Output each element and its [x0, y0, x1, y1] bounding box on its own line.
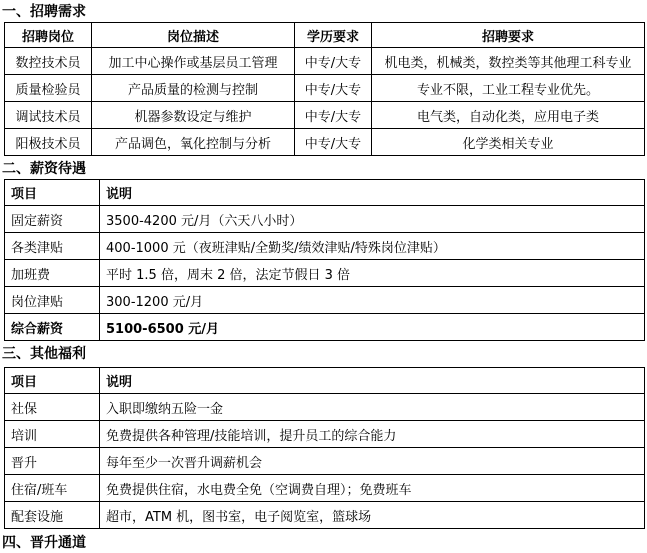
table-cell: 300-1200 元/月 — [100, 287, 645, 314]
header-cell: 学历要求 — [295, 23, 372, 48]
table-cell: 中专/大专 — [295, 75, 372, 102]
table-cell: 400-1000 元（夜班津贴/全勤奖/绩效津贴/特殊岗位津贴） — [100, 233, 645, 260]
table-row-total — [5, 314, 645, 341]
table-cell: 平时 1.5 倍，周末 2 倍，法定节假日 3 倍 — [100, 260, 645, 287]
table-cell: 住宿/班车 — [5, 475, 100, 502]
table-cell: 免费提供各种管理/技能培训，提升员工的综合能力 — [100, 421, 645, 448]
table-row — [5, 475, 645, 502]
table-cell: 社保 — [5, 394, 100, 421]
table-row — [5, 102, 645, 129]
table-row — [5, 48, 645, 75]
section-title-recruit: 一、招聘需求 — [2, 4, 86, 20]
header-cell: 岗位描述 — [92, 23, 295, 48]
table-cell: 加班费 — [5, 260, 100, 287]
table-row — [5, 260, 645, 287]
table-header-row — [5, 180, 645, 206]
table-cell: 入职即缴纳五险一金 — [100, 394, 645, 421]
table-cell: 每年至少一次晋升调薪机会 — [100, 448, 645, 475]
table-cell: 中专/大专 — [295, 48, 372, 75]
table-cell: 机器参数设定与维护 — [92, 102, 295, 129]
table-cell: 产品调色，氧化控制与分析 — [92, 129, 295, 156]
table-cell: 配套设施 — [5, 502, 100, 529]
table-cell: 3500-4200 元/月（六天八小时） — [100, 206, 645, 233]
table-cell: 中专/大专 — [295, 102, 372, 129]
header-cell: 招聘要求 — [372, 23, 645, 48]
table-cell: 化学类相关专业 — [372, 129, 645, 156]
header-cell: 项目 — [5, 368, 100, 394]
table-cell: 免费提供住宿，水电费全免（空调费自理）；免费班车 — [100, 475, 645, 502]
welfare-table — [4, 367, 645, 529]
recruit-table — [4, 22, 645, 156]
table-cell: 5100-6500 元/月 — [100, 314, 645, 341]
header-cell: 招聘岗位 — [5, 23, 92, 48]
table-cell: 阳极技术员 — [5, 129, 92, 156]
table-row — [5, 502, 645, 529]
table-header-row — [5, 368, 645, 394]
table-cell: 电气类，自动化类，应用电子类 — [372, 102, 645, 129]
table-row — [5, 448, 645, 475]
table-row — [5, 129, 645, 156]
table-cell: 固定薪资 — [5, 206, 100, 233]
section-title-welfare: 三、其他福利 — [2, 346, 86, 362]
table-cell: 数控技术员 — [5, 48, 92, 75]
table-header-row — [5, 23, 645, 48]
table-cell: 加工中心操作或基层员工管理 — [92, 48, 295, 75]
table-row — [5, 75, 645, 102]
section-title-salary: 二、薪资待遇 — [2, 161, 86, 177]
table-cell: 中专/大专 — [295, 129, 372, 156]
table-cell: 超市，ATM 机，图书室，电子阅览室，篮球场 — [100, 502, 645, 529]
table-cell: 晋升 — [5, 448, 100, 475]
table-cell: 专业不限，工业工程专业优先。 — [372, 75, 645, 102]
table-cell: 质量检验员 — [5, 75, 92, 102]
header-cell: 项目 — [5, 180, 100, 206]
table-row — [5, 394, 645, 421]
table-cell: 调试技术员 — [5, 102, 92, 129]
table-cell: 各类津贴 — [5, 233, 100, 260]
table-cell: 岗位津贴 — [5, 287, 100, 314]
table-row — [5, 287, 645, 314]
header-cell: 说明 — [100, 180, 645, 206]
table-cell: 产品质量的检测与控制 — [92, 75, 295, 102]
table-cell: 培训 — [5, 421, 100, 448]
table-row — [5, 233, 645, 260]
table-cell: 综合薪资 — [5, 314, 100, 341]
table-row — [5, 206, 645, 233]
table-cell: 机电类，机械类，数控类等其他理工科专业 — [372, 48, 645, 75]
table-row — [5, 421, 645, 448]
header-cell: 说明 — [100, 368, 645, 394]
salary-table — [4, 179, 645, 341]
section-title-promotion: 四、晋升通道 — [2, 535, 86, 551]
